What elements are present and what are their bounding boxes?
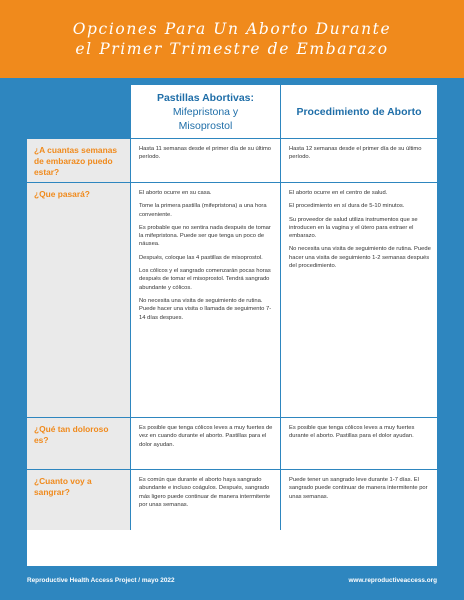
- question-weeks: ¿A cuantas semanas de embarazo puedo estar?: [34, 145, 118, 177]
- pills-text: El aborto ocurre en su casa.: [139, 190, 212, 196]
- question-cell: [27, 418, 130, 469]
- pills-text: Después, coloque las 4 pastillas de misoprostol.: [139, 254, 263, 261]
- procedure-text: Es posible que tenga cólicos leves a muy fuertes durante el aborto. Pastillas para el dolor ayudan.: [289, 425, 415, 440]
- pills-cell: [130, 139, 280, 182]
- table-row: [27, 138, 437, 182]
- pills-text: Es común que durante el aborto haya sangrado abundante e incluso coágulos. Después, sangrado más ligero puede continuar de manera intermitente por unas semanas.: [139, 477, 271, 508]
- pills-text: Es probable que no sentira nada después de tomar la mifepristona. Puede ser que tenga un poco de náusea.: [139, 224, 271, 248]
- question-pain: ¿Qué tan doloroso es?: [34, 424, 109, 445]
- question-cell: [27, 470, 130, 530]
- pills-text: No necesita una visita de seguimiento de rutina. Puede hacer una visita o llamada de seguimento 7-14 días despues.: [139, 297, 272, 321]
- pills-header-subtitle-1: Mifepristona y: [172, 105, 239, 118]
- question-cell: [27, 183, 130, 417]
- procedure-cell: [280, 183, 437, 417]
- question-what: ¿Que pasará?: [34, 189, 90, 199]
- table-row: [27, 417, 437, 469]
- procedure-cell: [280, 470, 437, 530]
- pills-text: Los cólicos y el sangrado comenzarán pocas horas después de tomar el misoprostol. Tendrá sangrado abundante y cólicos.: [139, 268, 271, 291]
- pills-text: Hasta 11 semanas desde el primer día de su último período.: [139, 146, 272, 161]
- procedure-header-title: Procedimiento de Aborto: [296, 105, 422, 118]
- title-banner: [0, 0, 464, 78]
- procedure-text: Puede tener un sangrado leve durante 1-7 días. El sangrado puede continuar de manera intermitente por unas semanas.: [289, 477, 428, 500]
- comparison-table: [27, 85, 437, 565]
- column-header-pills: [130, 85, 280, 138]
- column-header-procedure: [280, 85, 437, 138]
- pills-cell: [130, 470, 280, 530]
- procedure-text: Hasta 12 semanas desde el primer día de su último período.: [289, 146, 422, 161]
- procedure-cell: [280, 418, 437, 469]
- table-row: [27, 469, 437, 530]
- table-corner: [27, 85, 130, 138]
- pills-text: Es posible que tenga cólicos leves a muy fuertes de vez en cuando durante el aborto. Pastillas para el dolor ayudan.: [139, 425, 273, 448]
- table-row: [27, 182, 437, 417]
- footer-website: www.reproductiveaccess.org: [348, 576, 437, 584]
- procedure-text: El procedimiento en sí dura de 5-10 minutos.: [289, 203, 405, 210]
- footer-organization: Reproductive Health Access Project / mayo 2022: [27, 576, 175, 584]
- page-title-line-2: el Primer Trimestre de Embarazo: [75, 40, 389, 58]
- pills-header-title: Pastillas Abortivas:: [156, 91, 255, 104]
- pills-text: Tome la primera pastilla (mifepristona) a una hora conveniente.: [139, 203, 267, 218]
- pills-header-subtitle-2: Misoprostol: [178, 119, 233, 132]
- pills-cell: [130, 183, 280, 417]
- question-cell: [27, 139, 130, 182]
- procedure-text: Su proveedor de salud utiliza instrumentos que se introducen en la vagina y el útero para extraer el embarazo.: [289, 216, 418, 240]
- page-title-line-1: Opciones Para Un Aborto Durante: [72, 20, 392, 38]
- table-header-row: [27, 85, 437, 138]
- question-bleeding: ¿Cuanto voy a sangrar?: [34, 476, 92, 497]
- pills-cell: [130, 418, 280, 469]
- procedure-text: El aborto ocurre en el centro de salud.: [289, 190, 388, 196]
- footer: [27, 572, 437, 588]
- procedure-text: No necesita una visita de seguimiento de rutina. Puede hacer una visita de seguimiento 1-2 semanas después del procedimiento.: [289, 246, 431, 270]
- table-lower-section: [27, 530, 437, 566]
- procedure-cell: [280, 139, 437, 182]
